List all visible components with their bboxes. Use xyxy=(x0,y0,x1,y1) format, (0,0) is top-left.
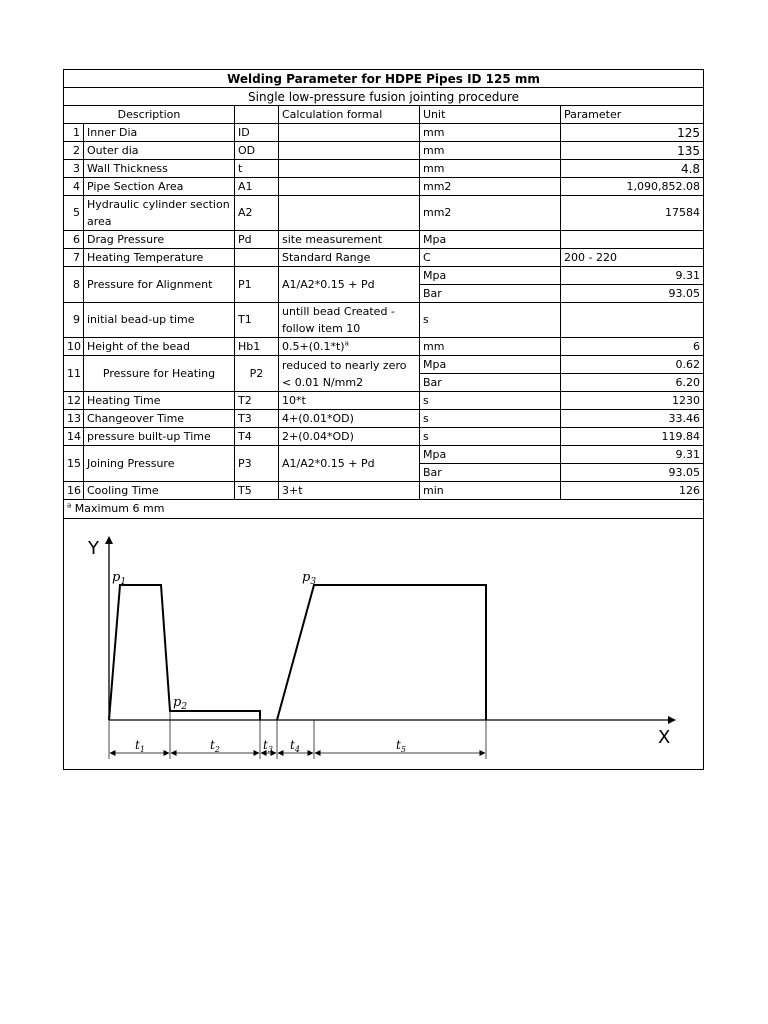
table-row xyxy=(64,249,704,267)
row-symbol: T5 xyxy=(235,482,279,500)
row-unit: s xyxy=(420,392,561,410)
table-row xyxy=(64,178,704,196)
row-calculation xyxy=(279,160,420,178)
diagram-row xyxy=(64,519,704,770)
row-parameter: 126 xyxy=(561,482,704,500)
row-description: initial bead-up time xyxy=(84,303,235,338)
row-parameter: 93.05 xyxy=(561,285,704,303)
table-row xyxy=(64,196,704,231)
row-unit: Bar xyxy=(420,285,561,303)
pressure-time-diagram xyxy=(64,519,702,769)
row-description: Hydraulic cylinder section area xyxy=(84,196,235,231)
row-calculation xyxy=(279,124,420,142)
row-parameter: 93.05 xyxy=(561,464,704,482)
row-parameter: 135 xyxy=(561,142,704,160)
row-symbol: ID xyxy=(235,124,279,142)
pressure-curve-alignment-heating xyxy=(109,585,260,720)
row-description: Heating Temperature xyxy=(84,249,235,267)
table-row xyxy=(64,160,704,178)
row-parameter xyxy=(561,303,704,338)
row-calculation: site measurement xyxy=(279,231,420,249)
row-description: Pipe Section Area xyxy=(84,178,235,196)
row-calculation: A1/A2*0.15 + Pd xyxy=(279,446,420,482)
row-number: 9 xyxy=(64,303,84,338)
row-unit: min xyxy=(420,482,561,500)
t1-label: $t_1$ xyxy=(135,738,145,754)
row-description: Changeover Time xyxy=(84,410,235,428)
row-number: 13 xyxy=(64,410,84,428)
row-parameter: 1230 xyxy=(561,392,704,410)
row-calculation: Standard Range xyxy=(279,249,420,267)
header-unit: Unit xyxy=(420,106,561,124)
row-parameter: 4.8 xyxy=(561,160,704,178)
table-row xyxy=(64,428,704,446)
t4-label: $t_4$ xyxy=(290,738,300,754)
row-unit: s xyxy=(420,410,561,428)
row-description: pressure built-up Time xyxy=(84,428,235,446)
row-unit: mm2 xyxy=(420,178,561,196)
table-row xyxy=(64,267,704,285)
row-parameter xyxy=(561,231,704,249)
row-parameter: 6 xyxy=(561,338,704,356)
row-parameter: 125 xyxy=(561,124,704,142)
row-number: 14 xyxy=(64,428,84,446)
row-number: 10 xyxy=(64,338,84,356)
table-row xyxy=(64,356,704,374)
row-unit: Bar xyxy=(420,374,561,392)
row-symbol: P3 xyxy=(235,446,279,482)
row-description: Wall Thickness xyxy=(84,160,235,178)
row-calculation: untill bead Created - follow item 10 xyxy=(279,303,420,338)
row-unit: Mpa xyxy=(420,267,561,285)
pressure-curve-joining xyxy=(277,585,486,720)
row-calculation: 2+(0.04*OD) xyxy=(279,428,420,446)
diagram-cell xyxy=(64,519,704,770)
table-subtitle: Single low-pressure fusion jointing procedure xyxy=(64,88,704,106)
calculation-text: 0.5+(0.1*t) xyxy=(282,339,345,353)
row-parameter: 200 - 220 xyxy=(561,249,704,267)
row-parameter: 1,090,852.08 xyxy=(561,178,704,196)
y-axis-label: Y xyxy=(88,538,99,559)
row-unit: mm2 xyxy=(420,196,561,231)
row-symbol: A2 xyxy=(235,196,279,231)
table-row xyxy=(64,303,704,338)
row-number: 11 xyxy=(64,356,84,392)
row-calculation xyxy=(279,338,420,356)
row-symbol: T1 xyxy=(235,303,279,338)
t5-label: $t_5$ xyxy=(396,738,406,754)
welding-parameter-sheet xyxy=(63,69,703,770)
table-row xyxy=(64,446,704,464)
header-symbol xyxy=(235,106,279,124)
row-description: Cooling Time xyxy=(84,482,235,500)
table-row xyxy=(64,482,704,500)
row-number: 12 xyxy=(64,392,84,410)
p1-label: $p_1$ xyxy=(112,570,127,587)
row-number: 5 xyxy=(64,196,84,231)
row-symbol: P2 xyxy=(235,356,279,392)
row-parameter: 6.20 xyxy=(561,374,704,392)
row-unit: Mpa xyxy=(420,231,561,249)
row-number: 4 xyxy=(64,178,84,196)
row-description: Drag Pressure xyxy=(84,231,235,249)
table-row xyxy=(64,392,704,410)
row-calculation: 3+t xyxy=(279,482,420,500)
table-row xyxy=(64,142,704,160)
row-symbol: Hb1 xyxy=(235,338,279,356)
row-unit: mm xyxy=(420,338,561,356)
row-symbol xyxy=(235,249,279,267)
row-number: 2 xyxy=(64,142,84,160)
row-symbol: P1 xyxy=(235,267,279,303)
table-title: Welding Parameter for HDPE Pipes ID 125 mm xyxy=(64,70,704,88)
row-symbol: T4 xyxy=(235,428,279,446)
table-row xyxy=(64,124,704,142)
header-row xyxy=(64,106,704,124)
row-number: 6 xyxy=(64,231,84,249)
header-description: Description xyxy=(64,106,235,124)
row-calculation xyxy=(279,178,420,196)
row-number: 3 xyxy=(64,160,84,178)
row-description: Pressure for Alignment xyxy=(84,267,235,303)
row-symbol: t xyxy=(235,160,279,178)
table-row xyxy=(64,231,704,249)
row-parameter: 9.31 xyxy=(561,446,704,464)
row-symbol: A1 xyxy=(235,178,279,196)
t2-label: $t_2$ xyxy=(210,738,220,754)
row-calculation xyxy=(279,142,420,160)
t3-label: $t_3$ xyxy=(263,738,273,754)
row-parameter: 17584 xyxy=(561,196,704,231)
footnote-text: Maximum 6 mm xyxy=(74,502,165,515)
footnote xyxy=(64,500,704,519)
row-parameter: 0.62 xyxy=(561,356,704,374)
row-parameter: 119.84 xyxy=(561,428,704,446)
row-unit: s xyxy=(420,428,561,446)
row-description: Heating Time xyxy=(84,392,235,410)
parameter-table xyxy=(63,69,704,770)
footnote-marker: a xyxy=(67,501,72,510)
table-row xyxy=(64,338,704,356)
footnote-row xyxy=(64,500,704,519)
row-description: Outer dia xyxy=(84,142,235,160)
table-row xyxy=(64,410,704,428)
p2-label: $p_2$ xyxy=(173,695,188,712)
row-symbol: Pd xyxy=(235,231,279,249)
row-parameter: 9.31 xyxy=(561,267,704,285)
row-unit: Bar xyxy=(420,464,561,482)
row-description: Pressure for Heating xyxy=(84,356,235,392)
header-parameter: Parameter xyxy=(561,106,704,124)
row-symbol: T3 xyxy=(235,410,279,428)
row-calculation xyxy=(279,196,420,231)
row-number: 16 xyxy=(64,482,84,500)
row-description: Height of the bead xyxy=(84,338,235,356)
row-number: 15 xyxy=(64,446,84,482)
row-unit: mm xyxy=(420,160,561,178)
row-unit: C xyxy=(420,249,561,267)
row-number: 8 xyxy=(64,267,84,303)
row-calculation: reduced to nearly zero < 0.01 N/mm2 xyxy=(279,356,420,392)
row-parameter: 33.46 xyxy=(561,410,704,428)
row-symbol: OD xyxy=(235,142,279,160)
row-number: 7 xyxy=(64,249,84,267)
row-calculation: A1/A2*0.15 + Pd xyxy=(279,267,420,303)
row-unit: Mpa xyxy=(420,446,561,464)
p3-label: $p_3$ xyxy=(302,570,317,587)
row-unit: mm xyxy=(420,142,561,160)
row-description: Joining Pressure xyxy=(84,446,235,482)
header-calculation: Calculation formal xyxy=(279,106,420,124)
row-symbol: T2 xyxy=(235,392,279,410)
row-description: Inner Dia xyxy=(84,124,235,142)
row-unit: s xyxy=(420,303,561,338)
row-unit: mm xyxy=(420,124,561,142)
row-unit: Mpa xyxy=(420,356,561,374)
row-calculation: 10*t xyxy=(279,392,420,410)
x-axis-label: X xyxy=(658,727,671,748)
row-calculation: 4+(0.01*OD) xyxy=(279,410,420,428)
footnote-marker: a xyxy=(344,338,349,347)
row-number: 1 xyxy=(64,124,84,142)
